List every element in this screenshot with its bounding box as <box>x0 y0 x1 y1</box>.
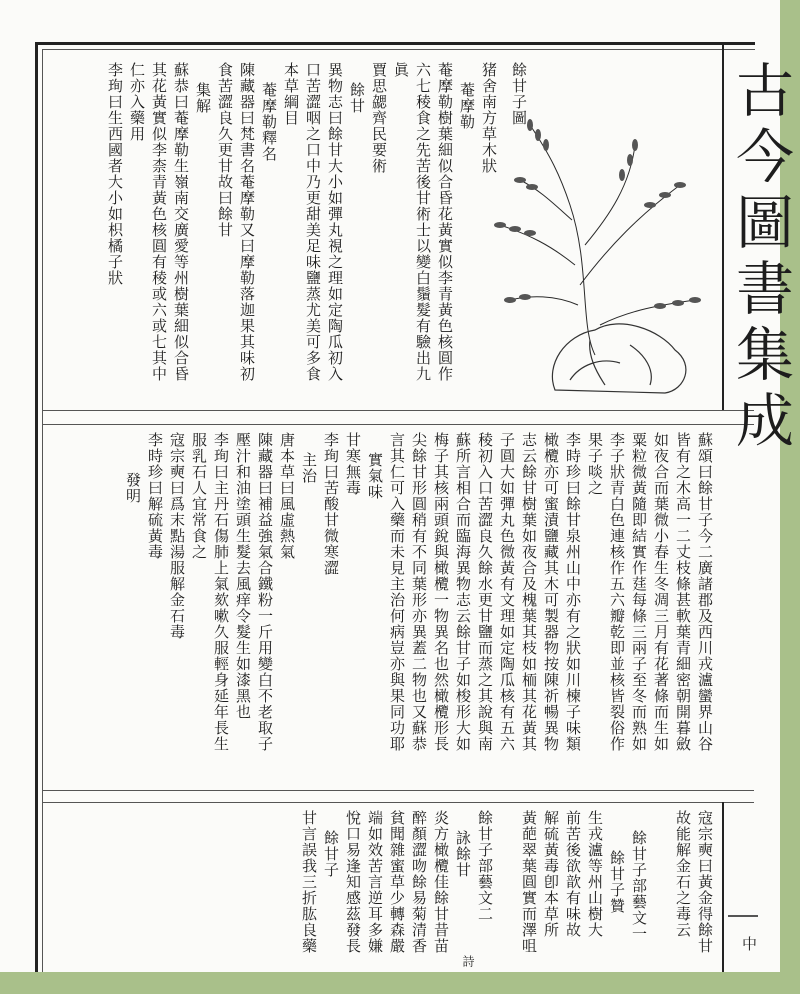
upper-text-column: 食苦澀良久更甘故曰餘甘 <box>216 62 234 238</box>
middle-text-column: 橄欖亦可蜜漬鹽藏其木可製器物按陳祈暢異物 <box>542 432 560 752</box>
lower-text-column: 甘言誤我三折肱良藥 <box>300 810 318 954</box>
divider-lower-2 <box>42 802 754 803</box>
frame-top <box>35 42 755 45</box>
middle-text-column: 志云餘甘樹葉如夜合及槐葉其枝如栭其花黃其 <box>520 432 538 752</box>
middle-text-column: 尖餘甘形圓稍有不同葉形亦異蓋二物也又蘇恭 <box>410 432 428 752</box>
middle-text-column: 發明 <box>124 472 142 504</box>
divider-upper-2 <box>42 424 754 425</box>
plant-illustration <box>460 95 720 395</box>
upper-text-column: 六七稜食之先苦後甘術士以變白鬚髮有驗出九 <box>414 62 432 382</box>
lower-text-column: 餘甘子部藝文二 <box>476 810 494 922</box>
upper-text-column: 賈思勰齊民要術 <box>370 62 388 174</box>
middle-text-column: 李珣曰主丹石傷肺上氣欬嗽久服輕身延年長生 <box>212 432 230 752</box>
middle-text-column: 梅子其核兩頭銳與橄欖一物異名也然橄欖形長 <box>432 432 450 752</box>
middle-text-column: 陳藏器曰補益強氣合鐵粉一斤用變白不老取子 <box>256 432 274 752</box>
middle-text-column: 李珣曰苦酸甘微寒澀 <box>322 432 340 576</box>
frame-top-inner <box>42 49 755 50</box>
middle-text-column: 蘇所言相合而臨海異物志云餘甘子如梭形大如 <box>454 432 472 752</box>
middle-text-column: 李時珍曰餘甘泉州山中亦有之狀如川楝子味類 <box>564 432 582 752</box>
illustration-caption: 餘甘子圖 <box>510 62 528 126</box>
middle-text-column: 甘寒無毒 <box>344 432 362 496</box>
lower-text-column: 詠餘甘 <box>454 830 472 878</box>
upper-text-column: 異物志曰餘甘大小如彈丸視之理如定陶瓜初入 <box>326 62 344 382</box>
middle-text-column: 果子啖之 <box>586 432 604 496</box>
lower-text-column: 悅口易逢知感茲發長 <box>344 810 362 954</box>
upper-text-column: 仁亦入藥用 <box>128 62 146 142</box>
middle-text-column: 稜初入口苦澀良久餘水更甘鹽而蒸之其說與南 <box>476 432 494 752</box>
upper-text-column: 本草綱目 <box>282 62 300 126</box>
lower-text-column: 解硫黃毒卽本草所 <box>542 810 560 938</box>
lower-text-column: 前苦後欲歆有味故 <box>564 810 582 938</box>
footer-border <box>722 802 724 972</box>
lower-text-column: 端如效苦言逆耳多嫌 <box>366 810 384 954</box>
middle-text-column: 實氣味 <box>366 452 384 500</box>
middle-text-column: 言其仁可入藥而未見主治何病豈亦與果同功耶 <box>388 432 406 752</box>
upper-text-column: 蘇恭曰菴摩勒生嶺南交廣愛等州樹葉細似合昏 <box>172 62 190 382</box>
middle-text-column: 壓汁和油塗頭生髮去風痒令髮生如漆黑也 <box>234 432 252 720</box>
upper-text-column: 陳藏器曰梵書名菴摩勒又曰摩勒落迦果其味初 <box>238 62 256 382</box>
page-header-title: 古今圖書集成 <box>726 60 794 456</box>
middle-text-column: 皆有之木高一二丈枝條甚軟葉青細密朝開暮斂 <box>674 432 692 752</box>
middle-text-column: 李子狀青白色連核作五六瓣乾即並核皆裂俗作 <box>608 432 626 752</box>
middle-text-column: 如夜合而葉微小春生冬凋三月有花著條而生如 <box>652 432 670 752</box>
upper-text-column: 集解 <box>194 82 212 114</box>
page-footer-char: 中 <box>740 936 758 952</box>
middle-text-column: 蘇頌曰餘甘子今二廣諸郡及西川戎瀘蠻界山谷 <box>696 432 714 752</box>
upper-text-column: 餘甘 <box>348 82 366 114</box>
upper-text-column: 菴摩勒釋名 <box>260 82 278 162</box>
lower-text-column: 餘甘子贊 <box>608 850 626 914</box>
frame-left <box>35 42 38 972</box>
upper-text-column: 菴摩勒樹葉細似合昏花黃實似李青黃色核圓作 <box>436 62 454 382</box>
upper-text-column: 菴摩勒 <box>458 82 476 130</box>
middle-text-column: 粟粒微黃隨即結實作莛每條三兩子至冬而熟如 <box>630 432 648 752</box>
middle-text-column: 主治 <box>300 452 318 484</box>
middle-text-column: 服乳石人宜常食之 <box>190 432 208 560</box>
lower-text-column: 生戎瀘等州山樹大 <box>586 810 604 938</box>
header-border <box>722 45 724 410</box>
lower-text-column: 故能解金石之毒云 <box>674 810 692 938</box>
lower-text-column: 黃葩翠葉圓實而澤咀 <box>520 810 538 954</box>
upper-text-column: 其花黃實似李柰青黃色核圓有稜或六或七其中 <box>150 62 168 382</box>
lower-text-column: 餘甘子部藝文一 <box>630 830 648 942</box>
upper-text-column: 猪舍南方草木狀 <box>480 62 498 174</box>
middle-text-column: 唐本草曰風虛熱氣 <box>278 432 296 560</box>
divider-lower <box>42 790 754 791</box>
lower-text-column: 餘甘子 <box>322 830 340 878</box>
divider-upper <box>42 410 754 411</box>
lower-text-column: 炎方橄欖佳餘甘昔苗 <box>432 810 450 954</box>
upper-text-column: 口苦澀咽之口中乃更甜美足味鹽蒸尤美可多食 <box>304 62 322 382</box>
upper-text-column: 李珣曰生西國者大小如枳橘子狀 <box>106 62 124 286</box>
upper-text-column: 眞 <box>392 62 410 78</box>
middle-text-column: 李時珍曰解硫黃毒 <box>146 432 164 560</box>
middle-text-column: 寇宗奭曰爲末點湯服解金石毒 <box>168 432 186 640</box>
middle-text-column: 子圓大如彈丸色微黃有文理如定陶瓜核有五六 <box>498 432 516 752</box>
lower-side-label: 詩 <box>461 955 475 968</box>
frame-left-inner <box>42 49 43 972</box>
lower-text-column: 貧聞雜蜜草少轉森嚴 <box>388 810 406 954</box>
lower-text-column: 醉顏澀吻餘易菊清香 <box>410 810 428 954</box>
footer-tick <box>728 915 758 917</box>
lower-text-column: 寇宗奭曰黃金得餘甘 <box>696 810 714 954</box>
